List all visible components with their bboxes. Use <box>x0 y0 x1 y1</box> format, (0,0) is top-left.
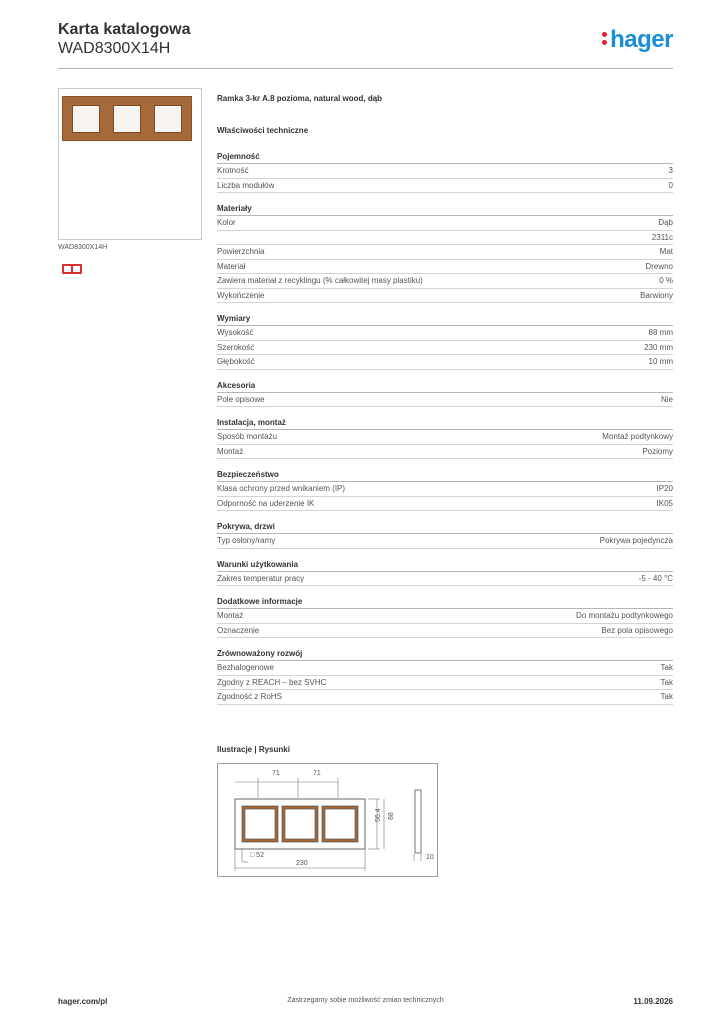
spec-label: Klasa ochrony przed wnikaniem (IP) <box>217 484 346 493</box>
spec-label: Krotność <box>217 166 249 175</box>
section-title: Wymiary <box>217 314 673 326</box>
footer-date: 11.09.2026 <box>633 997 673 1006</box>
spec-section <box>217 649 673 705</box>
spec-label: Głębokość <box>217 357 255 366</box>
dim-width: 230 <box>296 860 308 867</box>
spec-value: 0 % <box>659 276 673 285</box>
badge-mark <box>64 266 71 272</box>
section-title: Zrównoważony rozwój <box>217 649 673 661</box>
frame-opening <box>113 105 141 133</box>
spec-value: Pokrywa pojedyncza <box>599 536 673 545</box>
spec-row <box>217 609 673 624</box>
page-header <box>58 20 673 70</box>
spec-section <box>217 314 673 370</box>
spec-value: 88 mm <box>648 328 673 337</box>
spec-section <box>217 597 673 638</box>
spec-section <box>217 381 673 408</box>
dim-pitch-2: 71 <box>313 770 321 777</box>
image-caption: WAD8300X14H <box>58 244 108 251</box>
dim-height-inner: 56.4 <box>375 808 382 822</box>
section-title: Materiały <box>217 204 673 216</box>
spec-label: Zgodny z REACH – bez SVHC <box>217 677 327 687</box>
spec-value: 10 mm <box>648 357 673 366</box>
footer-notice: Zastrzegamy sobie możliwość zmian technicznych <box>287 997 444 1004</box>
spec-value: Barwiony <box>640 290 673 300</box>
spec-label: Sposób montażu <box>217 432 278 441</box>
drawing-opening <box>325 809 355 839</box>
spec-row <box>217 164 673 179</box>
section-title: Warunki użytkowania <box>217 560 673 572</box>
spec-row <box>217 624 673 639</box>
section-title: Bezpieczeństwo <box>217 470 673 482</box>
spec-row <box>217 430 673 445</box>
spec-row <box>217 534 673 549</box>
spec-label: Powierzchnia <box>217 247 265 256</box>
illustrations-title: Ilustracje | Rysunki <box>217 745 290 754</box>
spec-label: Liczba modułów <box>217 180 275 190</box>
spec-value: 2311c <box>651 232 673 242</box>
document-title: Karta katalogowa <box>58 21 191 38</box>
spec-label: Montaż <box>217 446 244 456</box>
spec-value: Mat <box>659 247 673 256</box>
spec-section <box>217 522 673 549</box>
spec-label: Zakres temperatur pracy <box>217 573 305 583</box>
hager-logo <box>602 26 673 54</box>
spec-label: Typ osłony/ramy <box>217 536 276 545</box>
spec-row <box>217 274 673 289</box>
drawing-opening <box>285 809 315 839</box>
drawing-opening <box>245 809 275 839</box>
spec-section <box>217 470 673 511</box>
spec-value: Drewno <box>645 261 673 271</box>
drawing-side-view <box>415 790 421 853</box>
spec-row <box>217 690 673 705</box>
spec-sections <box>217 152 673 705</box>
spec-value: Tak <box>660 663 673 672</box>
spec-label: Pole opisowe <box>217 394 265 404</box>
spec-value: Do montażu podtynkowego <box>576 611 673 620</box>
section-title: Akcesoria <box>217 381 673 393</box>
spec-value: 3 <box>668 166 673 175</box>
section-title: Pojemność <box>217 152 673 164</box>
product-image-box <box>58 88 202 240</box>
spec-section <box>217 204 673 303</box>
spec-label: Bezhalogenowe <box>217 663 274 672</box>
technical-drawing-svg <box>218 764 437 876</box>
tech-heading: Właściwości techniczne <box>217 126 309 135</box>
spec-value: Tak <box>660 677 673 687</box>
spec-value: -5 - 40 °C <box>638 573 673 583</box>
technical-drawing <box>217 763 438 877</box>
product-image <box>62 96 192 141</box>
product-title: Ramka 3-kr A.8 pozioma, natural wood, dąb <box>217 94 383 103</box>
spec-label: Kolor <box>217 218 236 227</box>
dim-pitch-1: 71 <box>272 770 280 777</box>
spec-label: Zgodność z RoHS <box>217 692 282 701</box>
spec-value: Nie <box>660 394 673 404</box>
spec-row <box>217 326 673 341</box>
spec-row <box>217 661 673 676</box>
product-code: WAD8300X14H <box>58 40 171 57</box>
dim-depth: 10 <box>426 854 434 861</box>
section-title: Pokrywa, drzwi <box>217 522 673 534</box>
dim-square: □ 52 <box>250 852 264 859</box>
dim-height: 88 <box>388 812 395 820</box>
spec-row <box>217 216 673 231</box>
section-title: Dodatkowe informacje <box>217 597 673 609</box>
logo-dots-icon <box>602 30 607 48</box>
section-title: Instalacja, montaż <box>217 418 673 430</box>
frame-opening <box>72 105 100 133</box>
spec-label: Odporność na uderzenie IK <box>217 498 315 508</box>
spec-row <box>217 231 673 246</box>
spec-label: Zawiera materiał z recyklingu (% całkowitej masy plastiku) <box>217 276 423 285</box>
spec-row <box>217 445 673 460</box>
spec-row <box>217 393 673 408</box>
spec-value: Poziomy <box>642 446 673 456</box>
spec-row <box>217 179 673 194</box>
spec-label: Montaż <box>217 611 244 620</box>
spec-row <box>217 676 673 691</box>
header-divider <box>58 68 673 69</box>
spec-section <box>217 560 673 587</box>
spec-row <box>217 482 673 497</box>
spec-label: Szerokość <box>217 342 255 352</box>
spec-label: Oznaczenie <box>217 625 260 635</box>
spec-section <box>217 418 673 459</box>
footer-website[interactable]: hager.com/pl <box>58 997 108 1006</box>
spec-row <box>217 497 673 512</box>
spec-value: Dąb <box>658 218 673 227</box>
spec-label: Wykończenie <box>217 290 265 300</box>
spec-value: IK05 <box>656 498 673 508</box>
spec-label: Wysokość <box>217 328 254 337</box>
badge-mark <box>73 266 80 272</box>
spec-row <box>217 260 673 275</box>
spec-section <box>217 152 673 193</box>
spec-value: IP20 <box>656 484 673 493</box>
ip-badge-icon <box>62 264 82 274</box>
spec-label: Materiał <box>217 261 246 271</box>
spec-row <box>217 289 673 304</box>
spec-value: Tak <box>660 692 673 701</box>
spec-value: 0 <box>668 180 673 190</box>
frame-opening <box>154 105 182 133</box>
spec-row <box>217 341 673 356</box>
spec-row <box>217 245 673 260</box>
spec-value: 230 mm <box>644 342 673 352</box>
spec-value: Bez pola opisowego <box>601 625 673 635</box>
spec-row <box>217 572 673 587</box>
spec-value: Montaż podtynkowy <box>602 432 673 441</box>
logo-text: hager <box>610 26 673 53</box>
spec-content <box>217 94 673 716</box>
spec-row <box>217 355 673 370</box>
